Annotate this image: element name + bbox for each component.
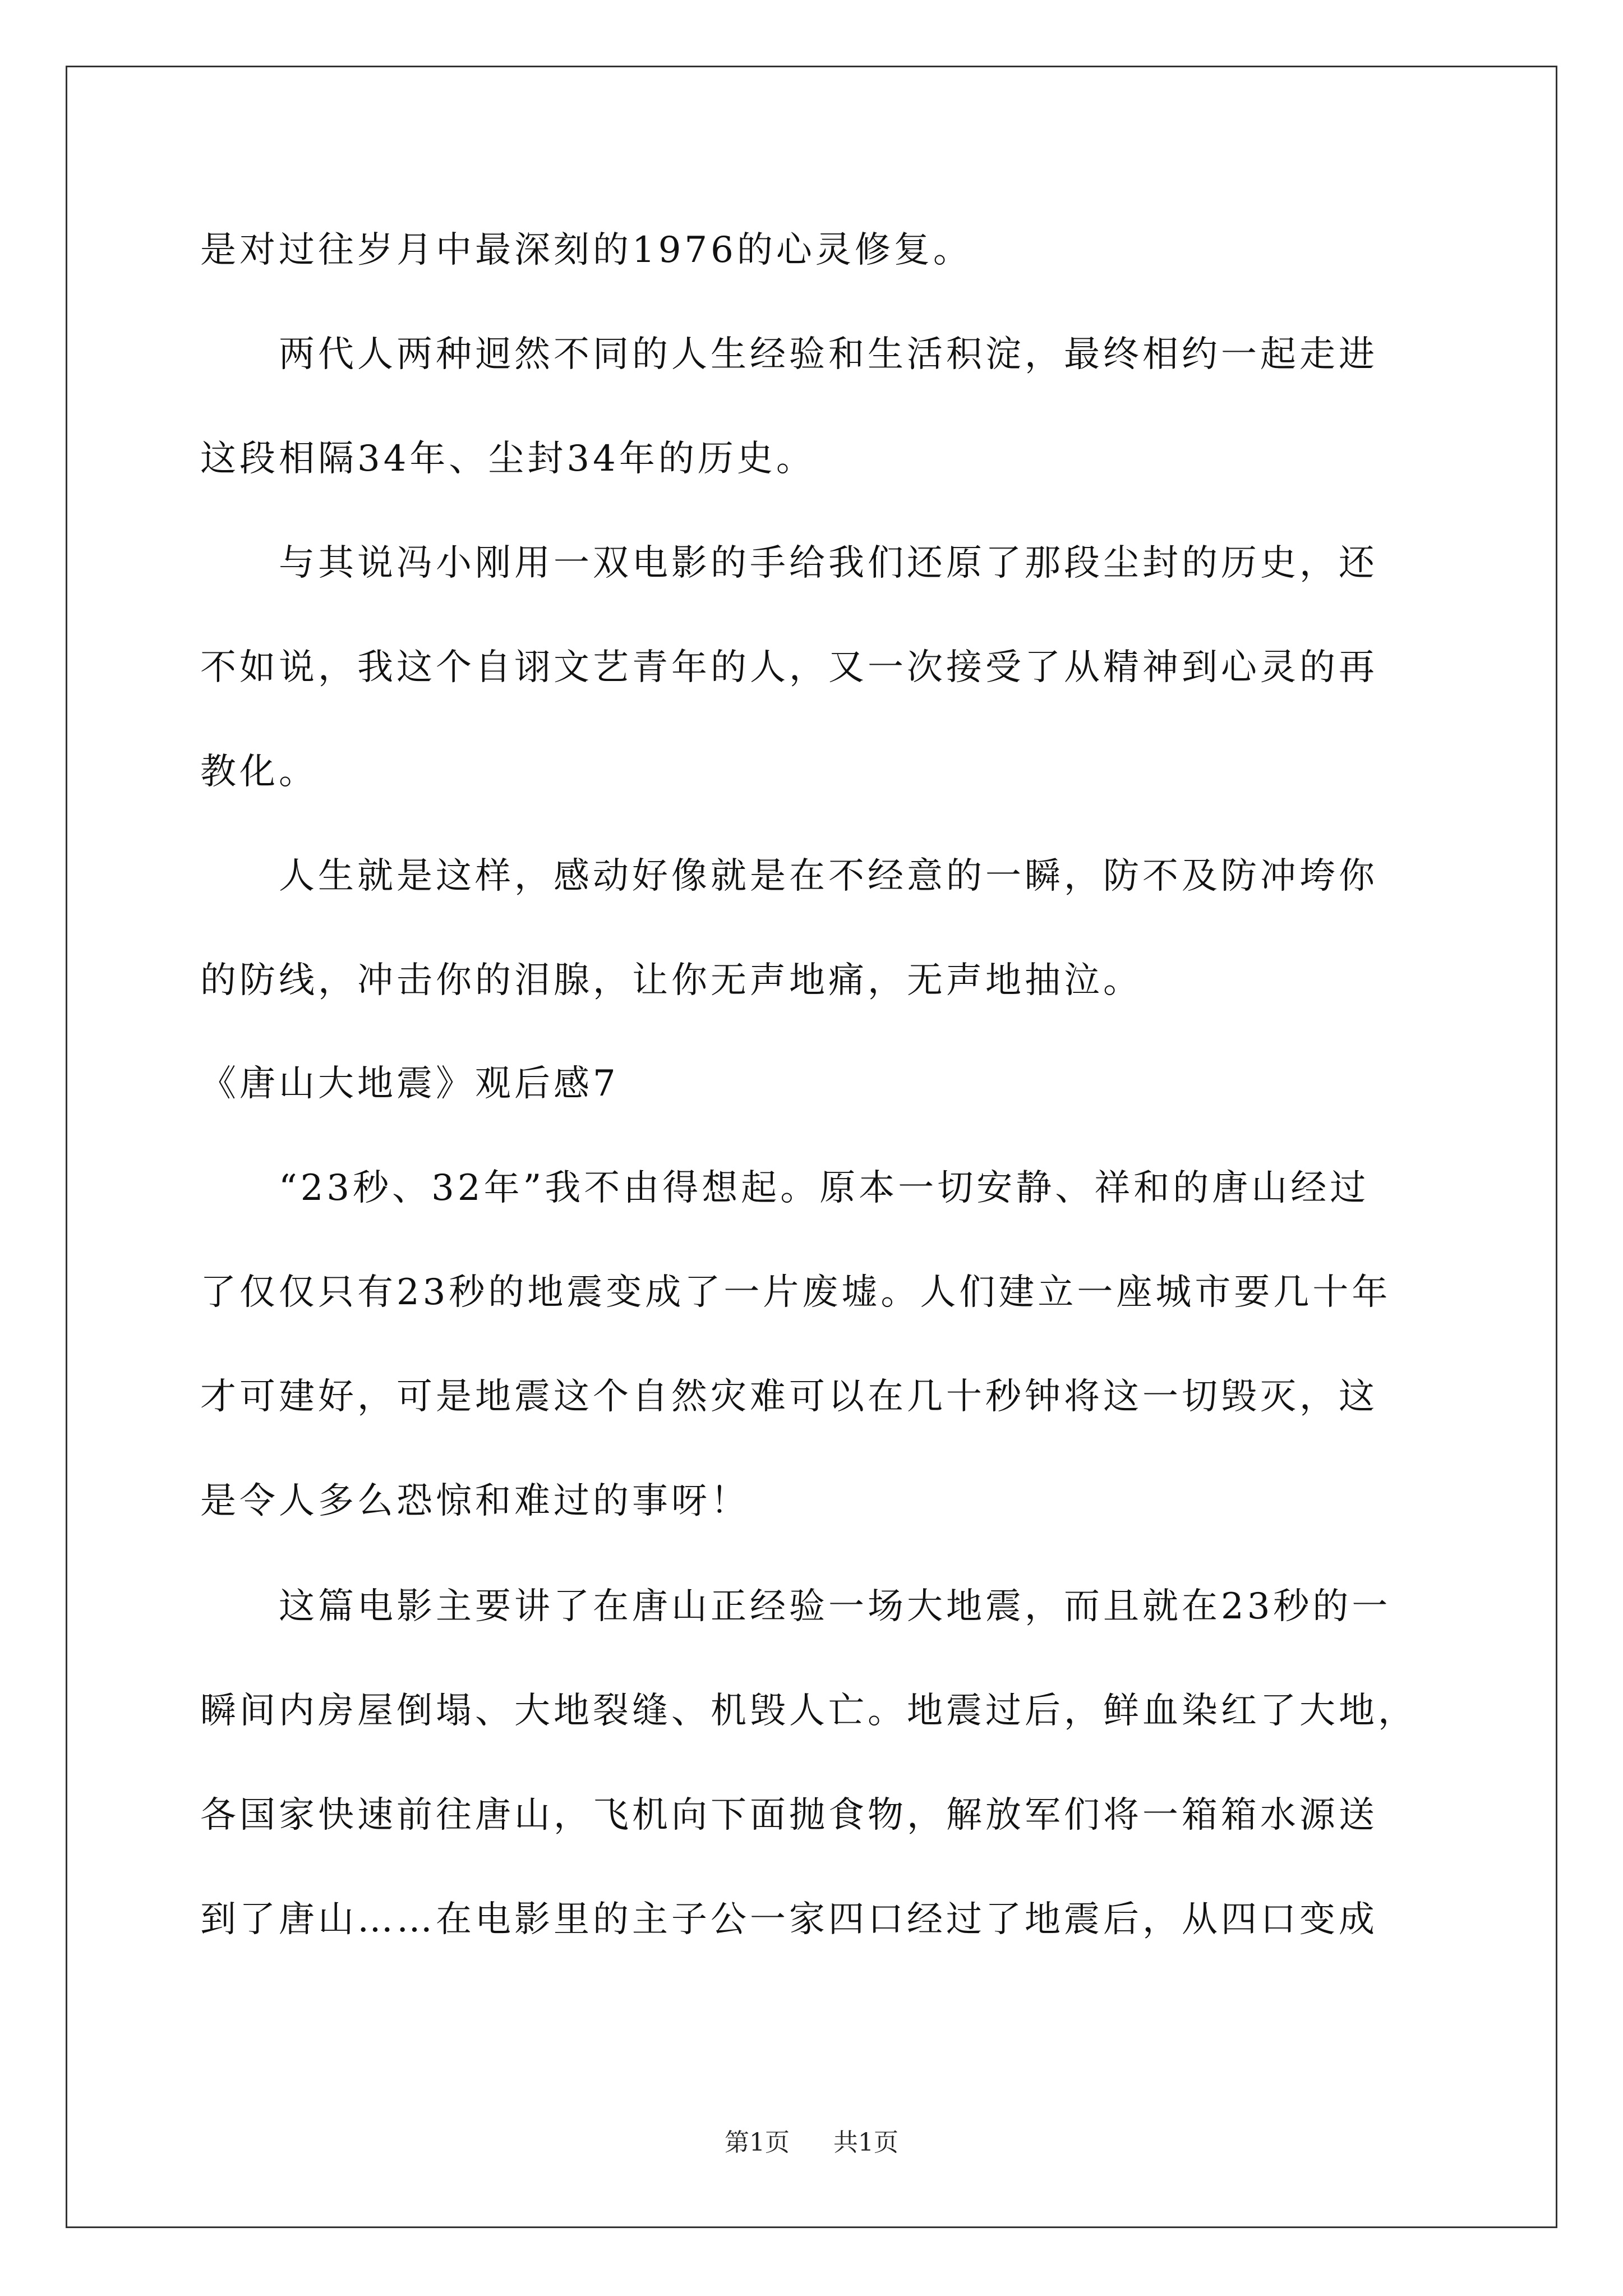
text-line: 了仅仅只有23秒的地震变成了一片废墟。人们建立一座城市要几十年	[200, 1272, 1391, 1313]
paragraph	[200, 302, 1440, 511]
paragraph	[200, 198, 1440, 302]
text-line: 到了唐山……在电影里的主子公一家四口经过了地震后，从四口变成	[200, 1899, 1378, 1940]
heading-line: 《唐山大地震》观后感7	[200, 1063, 619, 1105]
text-line: 才可建好，可是地震这个自然灾难可以在几十秒钟将这一切毁灭，这	[200, 1376, 1378, 1418]
page-total: 共1页	[833, 2128, 898, 2157]
text-line: “23秒、32年”我不由得想起。原本一切安静、祥和的唐山经过	[200, 1167, 1370, 1209]
text-line: 的防线，冲击你的泪腺，让你无声地痛，无声地抽泣。	[200, 960, 1142, 1001]
text-line: 是对过往岁月中最深刻的1976的心灵修复。	[200, 229, 972, 271]
paragraph	[200, 824, 1440, 1033]
text-line: 瞬间内房屋倒塌、大地裂缝、机毁人亡。地震过后，鲜血染红了大地，	[200, 1690, 1417, 1732]
paragraph	[200, 1554, 1440, 1972]
text-line: 是令人多么恐惊和难过的事呀！	[200, 1480, 750, 1522]
text-line: 两代人两种迥然不同的人生经验和生活积淀，最终相约一起走进	[200, 334, 1378, 375]
text-line: 教化。	[200, 751, 318, 793]
page-number: 第1页	[725, 2128, 790, 2157]
text-line: 这段相隔34年、尘封34年的历史。	[200, 438, 815, 480]
text-line: 这篇电影主要讲了在唐山正经验一场大地震，而且就在23秒的一	[200, 1586, 1391, 1627]
paragraph	[200, 511, 1440, 824]
page-footer	[0, 2122, 1623, 2158]
text-line: 与其说冯小刚用一双电影的手给我们还原了那段尘封的历史，还	[200, 542, 1378, 584]
paragraph	[200, 1136, 1440, 1553]
text-line: 人生就是这样，感动好像就是在不经意的一瞬，防不及防冲垮你	[200, 855, 1378, 897]
section-heading	[200, 1032, 1440, 1136]
text-line: 各国家快速前往唐山，飞机向下面抛食物，解放军们将一箱箱水源送	[200, 1795, 1378, 1836]
text-line: 不如说，我这个自诩文艺青年的人，又一次接受了从精神到心灵的再	[200, 647, 1378, 688]
